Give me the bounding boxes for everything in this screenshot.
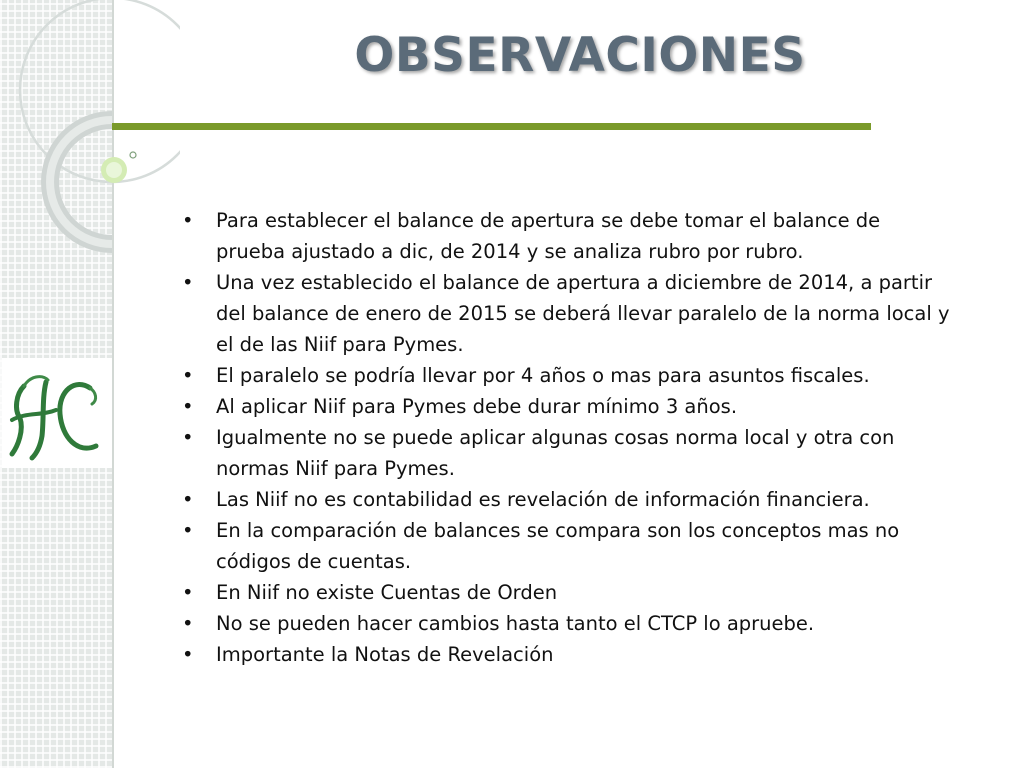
bullet-dot-icon: •: [182, 519, 194, 542]
bullet-dot-icon: •: [182, 271, 194, 294]
bullet-item: [182, 360, 952, 391]
bullet-dot-icon: •: [182, 612, 194, 635]
bullet-text: En la comparación de balances se compara son los conceptos mas no códigos de cuentas.: [216, 519, 900, 573]
slide-title: OBSERVACIONES: [354, 28, 806, 83]
bullet-dot-icon: •: [182, 581, 194, 604]
bullet-item: [182, 267, 952, 360]
bullet-dot-icon: •: [182, 426, 194, 449]
bullet-text: Al aplicar Niif para Pymes debe durar mínimo 3 años.: [216, 395, 738, 418]
bullet-item: [182, 422, 952, 484]
bullet-text: Importante la Notas de Revelación: [216, 643, 554, 666]
bullet-dot-icon: •: [182, 643, 194, 666]
bullet-dot-icon: •: [182, 488, 194, 511]
bullet-item: [182, 608, 952, 639]
bullet-item: [182, 391, 952, 422]
bullet-dot-icon: •: [182, 395, 194, 418]
bullet-dot-icon: •: [182, 209, 194, 232]
bullet-text: Para establecer el balance de apertura se debe tomar el balance de prueba ajustado a dic, de 2014 y se analiza rubro por rubro.: [216, 209, 881, 263]
hc-monogram-logo: [2, 358, 112, 468]
bullet-item: [182, 515, 952, 577]
bullet-item: [182, 205, 952, 267]
bullet-text: Las Niif no es contabilidad es revelación de información financiera.: [216, 488, 870, 511]
title-underline: [112, 123, 871, 130]
hc-monogram-icon: [2, 358, 112, 468]
bullet-text: Una vez establecido el balance de apertura a diciembre de 2014, a partir del balance de enero de 2015 se deberá llevar paralelo de la norma local y el de las Niif para Pymes.: [216, 271, 950, 356]
decorative-rings: [0, 0, 180, 260]
bullet-list: [182, 205, 952, 670]
bullet-text: El paralelo se podría llevar por 4 años o mas para asuntos fiscales.: [216, 364, 870, 387]
bullet-dot-icon: •: [182, 364, 194, 387]
bullet-text: No se pueden hacer cambios hasta tanto el CTCP lo apruebe.: [216, 612, 815, 635]
bullet-item: [182, 577, 952, 608]
bullet-item: [182, 484, 952, 515]
bullet-item: [182, 639, 952, 670]
bullet-text: En Niif no existe Cuentas de Orden: [216, 581, 558, 604]
bullet-text: Igualmente no se puede aplicar algunas cosas norma local y otra con normas Niif para Pymes.: [216, 426, 895, 480]
